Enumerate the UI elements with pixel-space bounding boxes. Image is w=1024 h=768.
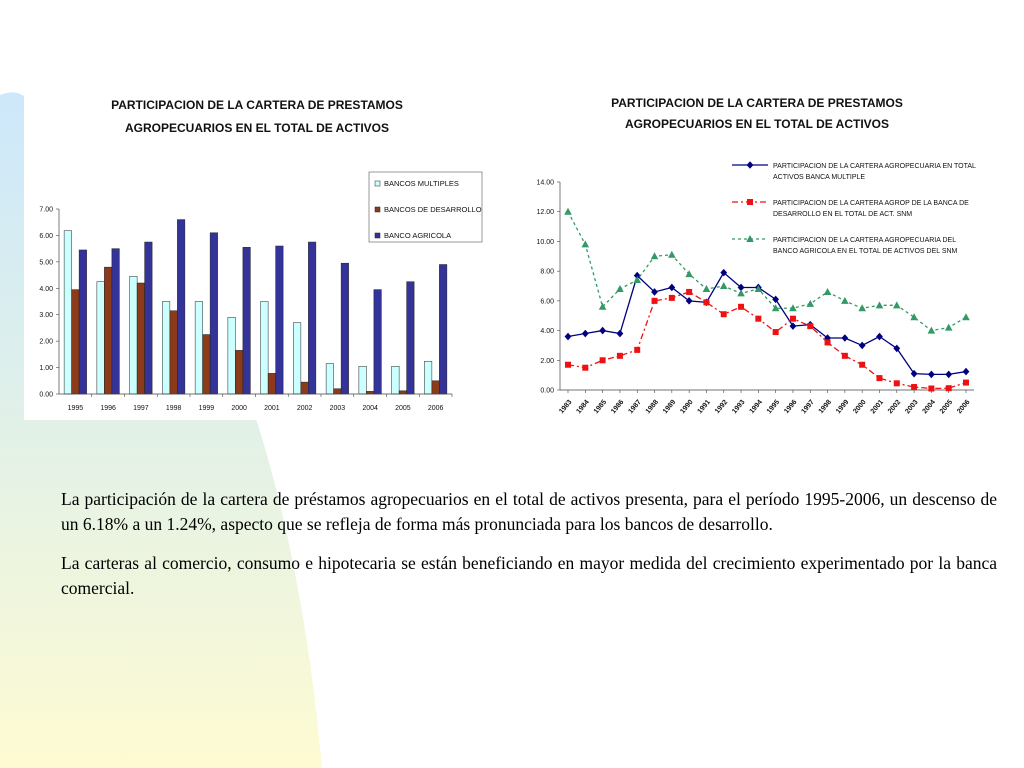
bar-bancos-multiples (424, 361, 432, 394)
bar-banco-agricola (341, 263, 349, 394)
line-x-tick-label: 1998 (817, 398, 834, 416)
line-x-tick-label: 1991 (696, 398, 712, 416)
series-banco-agricola-point (928, 327, 936, 334)
series-banco-agricola-point (616, 285, 624, 292)
body-paragraph-1: La participación de la cartera de préstamos agropecuarios en el total de activos presenta, para el período 1995-2006, un descenso de un 6.18% a un 1.24%, aspecto que se refleja de forma más pronunciada para los bancos de desarrollo. (61, 489, 997, 534)
bar-y-tick-label: 1.00 (39, 365, 53, 373)
series-banco-agricola-point (564, 208, 572, 215)
line-legend-label: PARTICIPACION DE LA CARTERA AGROPECUARIA DEL (773, 237, 957, 244)
bar-y-tick-label: 6.00 (39, 232, 53, 240)
bar-x-tick-label: 1995 (67, 405, 84, 412)
series-banco-agricola-point (737, 289, 745, 296)
series-banca-desarrollo-point (738, 304, 744, 310)
series-banca-desarrollo-point (911, 384, 917, 390)
series-banca-desarrollo-point (894, 380, 900, 386)
bar-banco-agricola (145, 242, 153, 394)
series-banca-desarrollo-point (946, 385, 952, 391)
line-x-tick-label: 1994 (748, 398, 764, 416)
series-banca-desarrollo-point (634, 347, 640, 353)
series-banco-agricola-point (668, 251, 676, 258)
series-banco-agricola-point (651, 252, 659, 259)
line-legend-label: ACTIVOS BANCA MULTIPLE (773, 174, 866, 181)
line-x-tick-label: 1987 (627, 398, 643, 416)
bar-bancos-de-desarrollo (366, 391, 374, 394)
series-banca-multiple-point (876, 333, 883, 341)
line-x-tick-label: 1997 (800, 398, 816, 416)
line-x-tick-label: 2003 (904, 398, 920, 416)
bar-chart-panel (24, 85, 489, 420)
line-x-tick-label: 1985 (592, 398, 609, 416)
series-banca-desarrollo-point (928, 386, 934, 392)
series-banca-desarrollo-point (773, 329, 779, 335)
line-x-tick-label: 1995 (765, 398, 782, 416)
series-banca-desarrollo-point (582, 365, 588, 371)
series-banca-desarrollo-point (963, 380, 969, 386)
series-banca-desarrollo-point (617, 353, 623, 359)
series-banca-desarrollo-point (876, 375, 882, 381)
bar-bancos-de-desarrollo (268, 373, 276, 394)
line-x-tick-label: 1999 (835, 398, 851, 416)
bar-banco-agricola (276, 246, 284, 394)
line-x-tick-label: 2004 (921, 398, 937, 416)
bar-bancos-de-desarrollo (432, 381, 440, 394)
series-banco-agricola-point (755, 285, 763, 292)
bar-legend-label: BANCOS MULTIPLES (384, 179, 459, 188)
bar-bancos-de-desarrollo (334, 389, 342, 394)
bar-legend-swatch (375, 233, 380, 238)
series-banco-agricola-point (876, 301, 884, 308)
bar-x-tick-label: 1998 (165, 405, 182, 412)
bar-x-tick-label: 2002 (296, 405, 313, 412)
series-banca-desarrollo-point (686, 289, 692, 295)
series-banca-multiple-point (599, 327, 606, 335)
series-banca-multiple-point (963, 368, 970, 376)
bar-bancos-multiples (130, 276, 138, 394)
bar-legend-label: BANCOS DE DESARROLLO (384, 205, 482, 214)
line-y-tick-label: 2.00 (540, 357, 554, 365)
line-x-tick-label: 1989 (661, 398, 678, 416)
series-banco-agricola-point (685, 270, 693, 277)
series-banca-desarrollo-point (842, 353, 848, 359)
line-x-tick-label: 1992 (713, 398, 730, 416)
line-y-tick-label: 8.00 (540, 268, 554, 276)
line-x-tick-label: 2000 (852, 398, 868, 416)
bar-banco-agricola (243, 247, 251, 394)
bar-bancos-multiples (162, 302, 170, 395)
bar-banco-agricola (439, 265, 447, 395)
line-x-tick-label: 1986 (610, 398, 626, 416)
bar-chart-title-line-1: PARTICIPACION DE LA CARTERA DE PRESTAMOS (111, 98, 403, 112)
series-banca-multiple-line (568, 273, 966, 375)
series-banco-agricola-point (599, 303, 607, 310)
bar-x-tick-label: 2003 (329, 405, 346, 412)
bar-legend-label: BANCO AGRICOLA (384, 231, 452, 240)
bar-x-tick-label: 1997 (133, 405, 149, 412)
line-x-tick-label: 1996 (783, 398, 799, 416)
bar-x-tick-label: 1996 (100, 405, 116, 412)
body-text (61, 487, 997, 615)
line-legend-label: PARTICIPACION DE LA CARTERA AGROPECUARIA EN TOTAL (773, 163, 976, 170)
series-banco-agricola-point (962, 313, 970, 320)
bar-y-tick-label: 0.00 (39, 391, 53, 399)
bar-bancos-de-desarrollo (137, 283, 145, 394)
bar-banco-agricola (210, 233, 218, 394)
bar-x-tick-label: 2004 (362, 405, 378, 412)
bar-x-tick-label: 2006 (427, 405, 444, 412)
bar-bancos-multiples (293, 323, 301, 394)
line-legend-marker (747, 199, 753, 205)
bar-bancos-multiples (195, 302, 203, 395)
bar-legend-swatch (375, 207, 380, 212)
bar-bancos-de-desarrollo (72, 290, 80, 394)
series-banca-desarrollo-point (859, 362, 865, 368)
series-banco-agricola-point (945, 324, 953, 331)
series-banca-desarrollo-point (565, 362, 571, 368)
line-x-tick-label: 1983 (558, 398, 574, 416)
line-chart-title-line-2: AGROPECUARIOS EN EL TOTAL DE ACTIVOS (624, 117, 890, 131)
line-y-tick-label: 14.00 (536, 179, 554, 187)
bar-chart (24, 85, 489, 420)
line-x-tick-label: 1984 (575, 398, 591, 416)
series-banco-agricola-point (858, 304, 866, 311)
line-legend-label: PARTICIPACION DE LA CARTERA AGROP DE LA BANCA DE (773, 200, 969, 207)
series-banca-multiple-point (945, 371, 952, 379)
series-banca-desarrollo-point (825, 339, 831, 345)
bar-banco-agricola (308, 242, 316, 394)
bar-bancos-multiples (261, 302, 269, 395)
series-banca-multiple-point (582, 330, 589, 338)
line-chart (510, 85, 990, 430)
series-banca-desarrollo-point (600, 357, 606, 363)
line-y-tick-label: 10.00 (536, 238, 554, 246)
bar-chart-title-line-2: AGROPECUARIOS EN EL TOTAL DE ACTIVOS (124, 121, 390, 135)
series-banco-agricola-point (910, 313, 918, 320)
bar-y-tick-label: 5.00 (39, 259, 53, 267)
bar-y-tick-label: 4.00 (39, 285, 53, 293)
series-banco-agricola-point (720, 282, 728, 289)
bar-bancos-multiples (326, 364, 334, 394)
bar-legend-swatch (375, 181, 380, 186)
bar-bancos-multiples (228, 317, 236, 394)
series-banca-desarrollo-point (652, 298, 658, 304)
line-x-tick-label: 1993 (731, 398, 747, 416)
series-banco-agricola-point (841, 297, 849, 304)
bar-bancos-multiples (392, 366, 400, 394)
line-y-tick-label: 12.00 (536, 209, 554, 217)
line-x-tick-label: 1988 (644, 398, 661, 416)
bar-y-tick-label: 7.00 (39, 206, 53, 214)
bar-banco-agricola (407, 282, 415, 394)
bar-bancos-de-desarrollo (301, 382, 309, 394)
series-banca-desarrollo-point (790, 316, 796, 322)
line-legend-label: BANCO AGRICOLA EN EL TOTAL DE ACTIVOS DEL SNM (773, 248, 958, 255)
series-banca-desarrollo-point (807, 323, 813, 329)
series-banca-desarrollo-point (755, 316, 761, 322)
line-chart-panel (510, 85, 990, 430)
series-banca-multiple-point (928, 371, 935, 379)
series-banco-agricola-line (568, 212, 966, 331)
series-banco-agricola-point (582, 240, 590, 247)
series-banco-agricola-point (703, 285, 711, 292)
series-banca-desarrollo-point (703, 299, 709, 305)
line-x-tick-label: 2001 (869, 398, 886, 416)
bar-bancos-de-desarrollo (104, 267, 112, 394)
series-banca-desarrollo-point (669, 295, 675, 301)
bar-bancos-multiples (359, 366, 367, 394)
series-banca-multiple-point (859, 342, 866, 350)
body-paragraph-2: La carteras al comercio, consumo e hipotecaria se están beneficiando en mayor medida del crecimiento experimentado por la banca comercial. (61, 553, 997, 598)
bar-x-tick-label: 2000 (231, 405, 247, 412)
line-legend-label: DESARROLLO EN EL TOTAL DE ACT. SNM (773, 211, 913, 218)
bar-y-tick-label: 3.00 (39, 312, 53, 320)
series-banco-agricola-point (806, 300, 814, 307)
bar-bancos-de-desarrollo (235, 350, 243, 394)
bar-banco-agricola (112, 249, 120, 394)
bar-bancos-multiples (64, 231, 72, 394)
line-x-tick-label: 2002 (886, 398, 903, 416)
bar-bancos-de-desarrollo (170, 311, 178, 394)
bar-x-tick-label: 2001 (264, 405, 280, 412)
bar-y-tick-label: 2.00 (39, 338, 53, 346)
bar-bancos-de-desarrollo (399, 391, 407, 394)
series-banca-desarrollo-point (721, 311, 727, 317)
series-banca-multiple-point (841, 334, 848, 342)
line-x-tick-label: 2006 (956, 398, 972, 416)
bar-banco-agricola (177, 220, 185, 394)
series-banco-agricola-point (893, 301, 901, 308)
line-chart-title-line-1: PARTICIPACION DE LA CARTERA DE PRESTAMOS (611, 96, 903, 110)
line-legend-marker (747, 161, 754, 169)
bar-banco-agricola (79, 250, 87, 394)
line-y-tick-label: 4.00 (540, 328, 554, 336)
series-banca-multiple-point (565, 333, 572, 341)
line-x-tick-label: 2005 (938, 398, 955, 416)
series-banca-multiple-point (617, 330, 624, 338)
series-banco-agricola-point (824, 288, 832, 295)
bar-x-tick-label: 1999 (198, 405, 215, 412)
bar-bancos-multiples (97, 282, 105, 394)
bar-bancos-de-desarrollo (203, 335, 211, 394)
bar-x-tick-label: 2005 (395, 405, 411, 412)
line-y-tick-label: 0.00 (540, 387, 554, 395)
line-x-tick-label: 1990 (679, 398, 695, 416)
line-y-tick-label: 6.00 (540, 298, 554, 306)
bar-banco-agricola (374, 290, 382, 394)
